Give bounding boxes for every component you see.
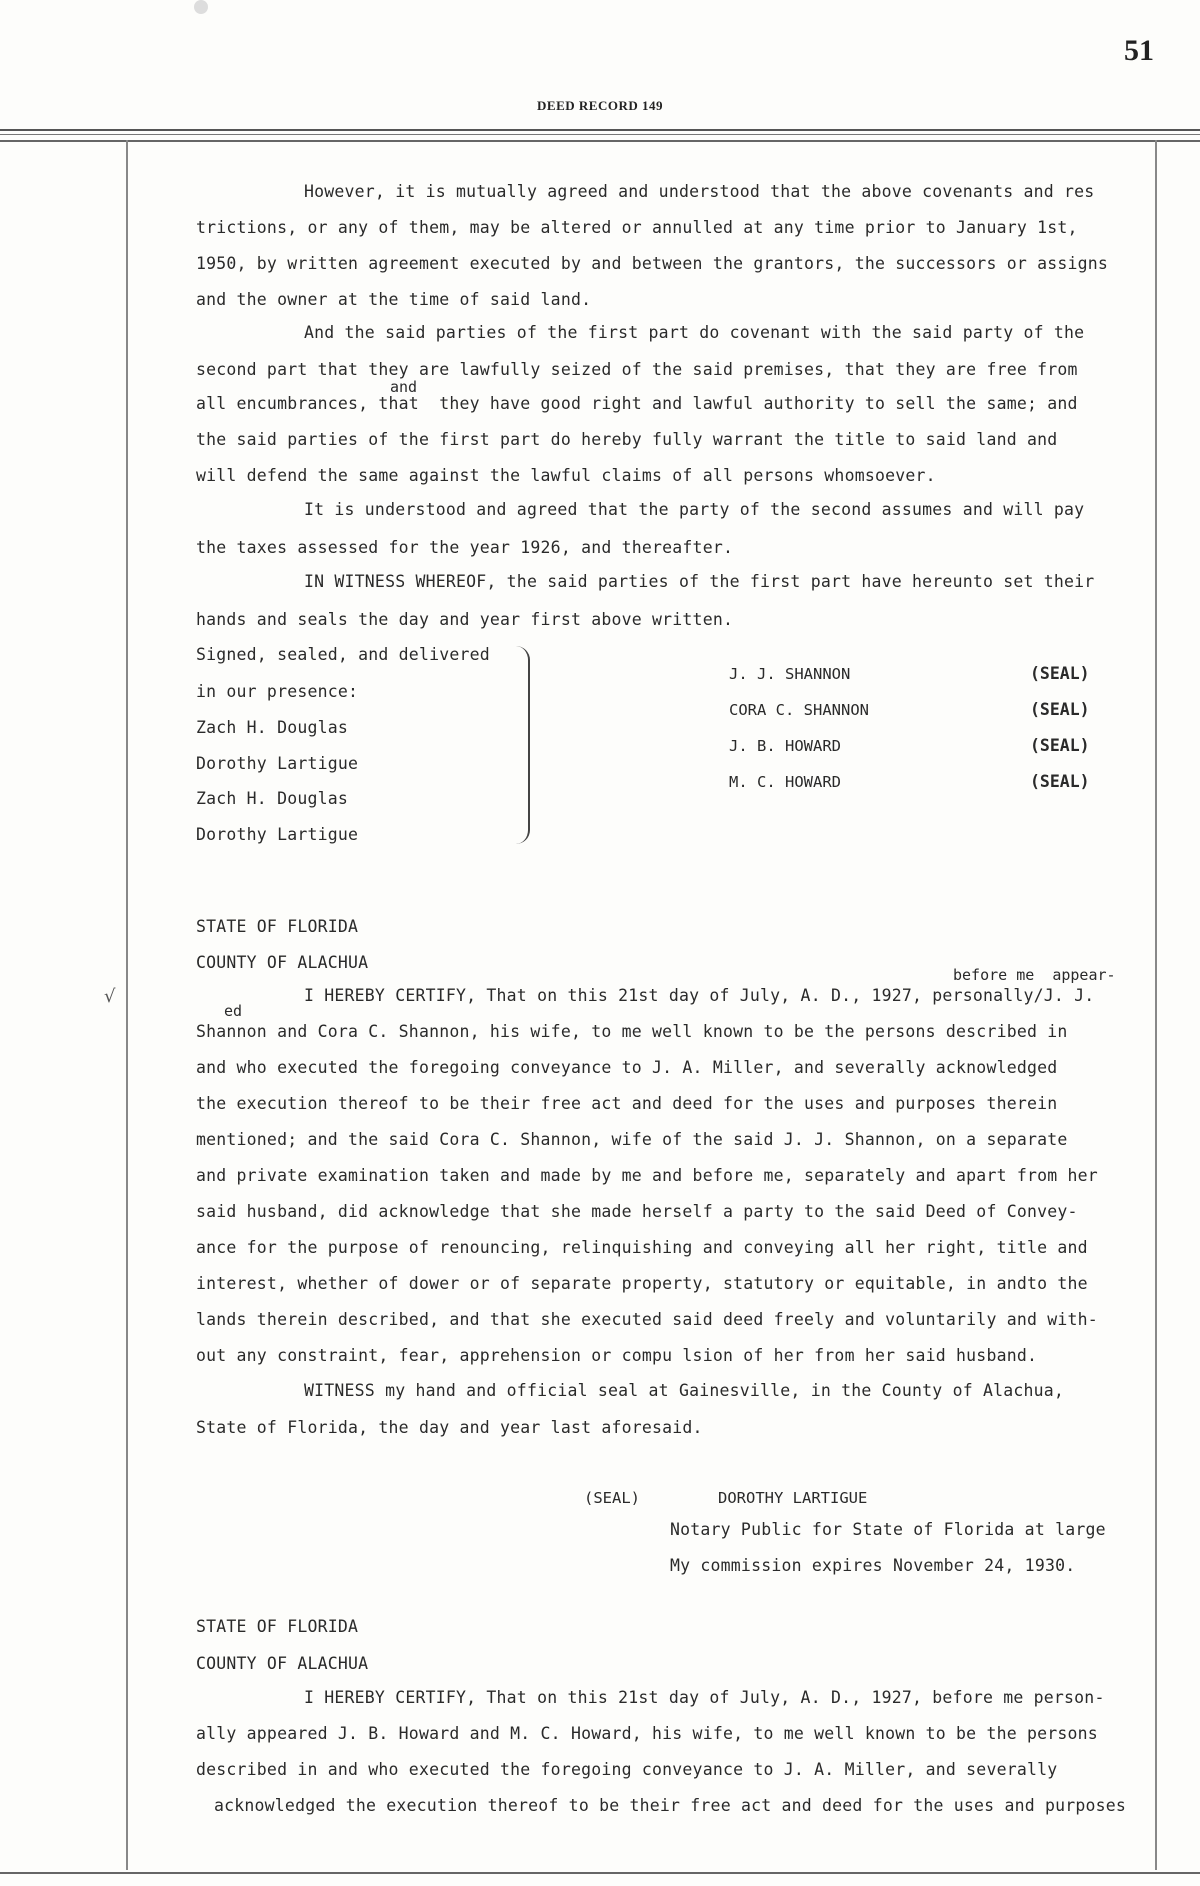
text-line: second part that they are lawfully seized of the said premises, that they are free from: [196, 360, 1078, 379]
text-line: State of Florida, the day and year last aforesaid.: [196, 1418, 703, 1437]
text-line: and who executed the foregoing conveyance to J. A. Miller, and severally acknowledged: [196, 1058, 1058, 1077]
header-rule: [0, 140, 1200, 142]
page-number: 51: [1124, 34, 1154, 67]
record-title: DEED RECORD 149: [537, 98, 663, 113]
seal-mark: (SEAL): [1030, 664, 1090, 683]
text-line: all encumbrances, that they have good right and lawful authority to sell the same; and: [196, 394, 1078, 413]
notary-title: Notary Public for State of Florida at large: [670, 1520, 1106, 1539]
text-line: IN WITNESS WHEREOF, the said parties of the first part have hereunto set their: [304, 572, 1095, 591]
witness-line: in our presence:: [196, 682, 359, 701]
text-line: I HEREBY CERTIFY, That on this 21st day of July, A. D., 1927, personally/J. J.: [304, 986, 1095, 1005]
signatory-name: J. B. HOWARD: [729, 737, 841, 755]
signatory-name: J. J. SHANNON: [729, 665, 851, 683]
text-line: said husband, did acknowledge that she made herself a party to the said Deed of Convey-: [196, 1202, 1078, 1221]
text-line: It is understood and agreed that the party of the second assumes and will pay: [304, 500, 1085, 519]
text-line: mentioned; and the said Cora C. Shannon, wife of the said J. J. Shannon, on a separate: [196, 1130, 1068, 1149]
text-line: I HEREBY CERTIFY, That on this 21st day of July, A. D., 1927, before me person-: [304, 1688, 1105, 1707]
text-line: the taxes assessed for the year 1926, and thereafter.: [196, 538, 734, 557]
witness-name: Dorothy Lartigue: [196, 754, 359, 773]
text-line: lands therein described, and that she executed said deed freely and voluntarily and with-: [196, 1310, 1098, 1329]
text-line: the said parties of the first part do hereby fully warrant the title to said land and: [196, 430, 1058, 449]
state-heading: STATE OF FLORIDA: [196, 1617, 359, 1636]
witness-name: Zach H. Douglas: [196, 789, 349, 808]
text-line: ally appeared J. B. Howard and M. C. Howard, his wife, to me well known to be the persons: [196, 1724, 1098, 1743]
header-rule: [0, 134, 1200, 135]
text-line: interest, whether of dower or of separate property, statutory or equitable, in andto the: [196, 1274, 1088, 1293]
bottom-rule: [0, 1872, 1200, 1874]
county-heading: COUNTY OF ALACHUA: [196, 1654, 369, 1673]
brace-mark: [512, 646, 530, 844]
state-heading: STATE OF FLORIDA: [196, 917, 359, 936]
county-heading: COUNTY OF ALACHUA: [196, 953, 369, 972]
check-mark: √: [104, 986, 116, 1007]
interlined-text: before me appear-: [953, 966, 1116, 984]
text-line: ance for the purpose of renouncing, relinquishing and conveying all her right, title and: [196, 1238, 1088, 1257]
text-line: However, it is mutually agreed and understood that the above covenants and res: [304, 182, 1095, 201]
right-margin-rule: [1155, 140, 1157, 1870]
witness-line: Signed, sealed, and delivered: [196, 645, 490, 664]
text-line: will defend the same against the lawful claims of all persons whomsoever.: [196, 466, 936, 485]
witness-name: Dorothy Lartigue: [196, 825, 359, 844]
text-line: the execution thereof to be their free act and deed for the uses and purposes therein: [196, 1094, 1058, 1113]
text-line: hands and seals the day and year first above written.: [196, 610, 734, 629]
notary-seal: (SEAL): [584, 1489, 640, 1507]
binder-hole-mark: [194, 0, 208, 14]
witness-name: Zach H. Douglas: [196, 718, 349, 737]
notary-commission: My commission expires November 24, 1930.: [670, 1556, 1076, 1575]
seal-mark: (SEAL): [1030, 736, 1090, 755]
seal-mark: (SEAL): [1030, 700, 1090, 719]
text-line: 1950, by written agreement executed by and between the grantors, the successors or assigns: [196, 254, 1109, 273]
text-line: and the owner at the time of said land.: [196, 290, 592, 309]
left-margin-rule: [126, 140, 128, 1870]
signatory-name: M. C. HOWARD: [729, 773, 841, 791]
signatory-name: CORA C. SHANNON: [729, 701, 869, 719]
text-line: out any constraint, fear, apprehension or compu lsion of her from her said husband.: [196, 1346, 1038, 1365]
text-line: and private examination taken and made by me and before me, separately and apart from her: [196, 1166, 1098, 1185]
notary-name: DOROTHY LARTIGUE: [718, 1489, 868, 1507]
header-rule: [0, 129, 1200, 131]
text-line: WITNESS my hand and official seal at Gainesville, in the County of Alachua,: [304, 1381, 1065, 1400]
text-line: described in and who executed the foregoing conveyance to J. A. Miller, and severally: [196, 1760, 1058, 1779]
interlined-text: ed: [224, 1002, 243, 1020]
interlined-word: and: [390, 378, 418, 396]
text-line: acknowledged the execution thereof to be their free act and deed for the uses and purposes: [214, 1796, 1127, 1815]
text-line: And the said parties of the first part do covenant with the said party of the: [304, 323, 1085, 342]
seal-mark: (SEAL): [1030, 772, 1090, 791]
text-line: Shannon and Cora C. Shannon, his wife, to me well known to be the persons described in: [196, 1022, 1068, 1041]
text-line: trictions, or any of them, may be altered or annulled at any time prior to January 1st,: [196, 218, 1078, 237]
